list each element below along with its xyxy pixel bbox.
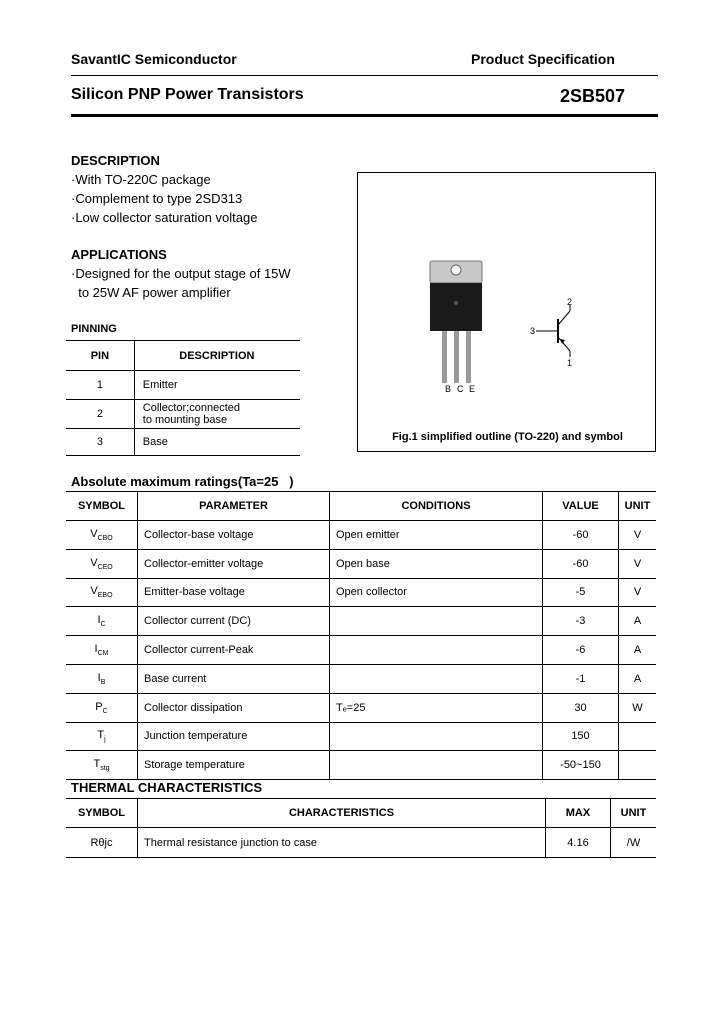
symbol-pin-label: 3	[530, 326, 536, 336]
unit-cell: A	[619, 636, 657, 665]
value-cell: -50~150	[543, 751, 619, 780]
table-row	[66, 664, 656, 693]
table-row	[66, 693, 656, 722]
applications-line: to 25W AF power amplifier	[71, 285, 231, 300]
characteristic-cell: Thermal resistance junction to case	[138, 828, 546, 858]
unit-cell	[619, 722, 657, 751]
conditions-cell: Open base	[330, 549, 543, 578]
document-type: Product Specification	[471, 51, 615, 67]
table-header-row	[66, 341, 300, 371]
table-header-row	[66, 492, 656, 521]
value-cell: -5	[543, 578, 619, 607]
symbol-cell	[66, 751, 138, 780]
symbol-letter: I	[97, 614, 101, 627]
table-row	[66, 429, 300, 456]
column-header: MAX	[546, 799, 611, 828]
parameter-cell: Junction temperature	[138, 722, 330, 751]
conditions-cell	[330, 607, 543, 636]
unit-cell: A	[619, 664, 657, 693]
column-header: DESCRIPTION	[134, 341, 300, 371]
pin-number: 1	[66, 371, 134, 400]
unit-cell: W	[619, 693, 657, 722]
symbol-subscript: C	[102, 707, 108, 715]
unit-cell: V	[619, 521, 657, 550]
symbol-cell	[66, 664, 138, 693]
table-row	[66, 751, 656, 780]
parameter-cell: Emitter-base voltage	[138, 578, 330, 607]
unit-cell: V	[619, 578, 657, 607]
table-row	[66, 722, 656, 751]
table-row	[66, 636, 656, 665]
conditions-cell: Open emitter	[330, 521, 543, 550]
symbol-subscript: CBO	[97, 534, 113, 542]
value-cell: 150	[543, 722, 619, 751]
column-header: VALUE	[543, 492, 619, 521]
conditions-cell	[330, 636, 543, 665]
lead-label-e: E	[469, 384, 476, 394]
symbol-subscript: B	[100, 678, 106, 686]
parameter-cell: Storage temperature	[138, 751, 330, 780]
description-line: ·Low collector saturation voltage	[71, 210, 258, 225]
symbol-letter: I	[94, 643, 98, 656]
pin-description: Emitter	[134, 371, 300, 400]
applications-heading: APPLICATIONS	[71, 247, 167, 262]
parameter-cell: Collector-base voltage	[138, 521, 330, 550]
unit-cell: A	[619, 607, 657, 636]
symbol-cell	[66, 578, 138, 607]
symbol-subscript: stg	[100, 765, 110, 773]
description-line: ·With TO-220C package	[71, 172, 211, 187]
title-rule	[71, 114, 658, 117]
thermal-table	[66, 798, 656, 858]
max-cell: 4.16	[546, 828, 611, 858]
value-cell: -3	[543, 607, 619, 636]
symbol-letter: V	[90, 527, 98, 540]
value-cell: -6	[543, 636, 619, 665]
symbol-subscript: CM	[97, 650, 109, 658]
symbol-cell	[66, 693, 138, 722]
pin-description: Base	[134, 429, 300, 456]
conditions-cell	[330, 722, 543, 751]
conditions-cell: Tₑ=25	[330, 693, 543, 722]
symbol-letter: T	[97, 729, 105, 742]
conditions-cell	[330, 664, 543, 693]
description-heading: DESCRIPTION	[71, 153, 160, 168]
parameter-cell: Collector dissipation	[138, 693, 330, 722]
symbol-letter: I	[97, 671, 101, 684]
conditions-cell: Open collector	[330, 578, 543, 607]
value-cell: -60	[543, 521, 619, 550]
pin-description: Collector;connected to mounting base	[134, 400, 300, 429]
figure-box	[357, 172, 656, 452]
pin-number: 2	[66, 400, 134, 429]
unit-cell	[619, 751, 657, 780]
figure-caption: Fig.1 simplified outline (TO-220) and symbol	[392, 431, 623, 443]
pin-number: 3	[66, 429, 134, 456]
value-cell: -1	[543, 664, 619, 693]
column-header: CONDITIONS	[330, 492, 543, 521]
pinning-heading: PINNING	[71, 323, 117, 335]
symbol-subscript: CEO	[97, 563, 113, 571]
symbol-cell	[66, 636, 138, 665]
column-header: SYMBOL	[66, 492, 138, 521]
symbol-cell	[66, 722, 138, 751]
symbol-cell: Rθjc	[66, 828, 138, 858]
column-header: UNIT	[619, 492, 657, 521]
symbol-letter: V	[90, 556, 98, 569]
applications-line: ·Designed for the output stage of 15W	[71, 266, 291, 281]
parameter-cell: Collector current-Peak	[138, 636, 330, 665]
unit-cell: /W	[611, 828, 657, 858]
symbol-subscript: C	[100, 621, 106, 629]
company-name: SavantIC Semiconductor	[71, 51, 237, 67]
table-row	[66, 828, 656, 858]
column-header: SYMBOL	[66, 799, 138, 828]
symbol-pin-label: 2	[567, 297, 573, 307]
to220-package-image	[358, 173, 655, 423]
column-header: PARAMETER	[138, 492, 330, 521]
thermal-heading: THERMAL CHARACTERISTICS	[71, 780, 263, 795]
header-rule	[71, 75, 658, 76]
abs-max-heading: Absolute maximum ratings(Ta=25 )	[71, 474, 294, 489]
symbol-pin-label: 1	[567, 358, 573, 368]
value-cell: 30	[543, 693, 619, 722]
table-header-row	[66, 799, 656, 828]
lead-label-c: C	[457, 384, 464, 394]
symbol-subscript: EBO	[97, 592, 113, 600]
table-row	[66, 549, 656, 578]
pinning-table	[66, 340, 300, 456]
column-header: UNIT	[611, 799, 657, 828]
symbol-cell	[66, 521, 138, 550]
symbol-cell	[66, 549, 138, 578]
parameter-cell: Base current	[138, 664, 330, 693]
pnp-symbol-icon	[518, 293, 588, 373]
value-cell: -60	[543, 549, 619, 578]
unit-cell: V	[619, 549, 657, 578]
symbol-cell	[66, 607, 138, 636]
parameter-cell: Collector current (DC)	[138, 607, 330, 636]
abs-max-table	[66, 491, 656, 780]
column-header: CHARACTERISTICS	[138, 799, 546, 828]
table-row	[66, 607, 656, 636]
table-row	[66, 371, 300, 400]
symbol-subscript: j	[104, 736, 106, 744]
description-line: ·Complement to type 2SD313	[71, 191, 243, 206]
table-row	[66, 578, 656, 607]
column-header: PIN	[66, 341, 134, 371]
parameter-cell: Collector-emitter voltage	[138, 549, 330, 578]
table-row	[66, 521, 656, 550]
document-title: Silicon PNP Power Transistors	[71, 86, 304, 103]
lead-label-b: B	[445, 384, 452, 394]
conditions-cell	[330, 751, 543, 780]
part-number: 2SB507	[560, 86, 626, 106]
table-row	[66, 400, 300, 429]
symbol-letter: T	[93, 758, 101, 771]
symbol-letter: P	[95, 700, 103, 713]
symbol-letter: V	[90, 585, 98, 598]
